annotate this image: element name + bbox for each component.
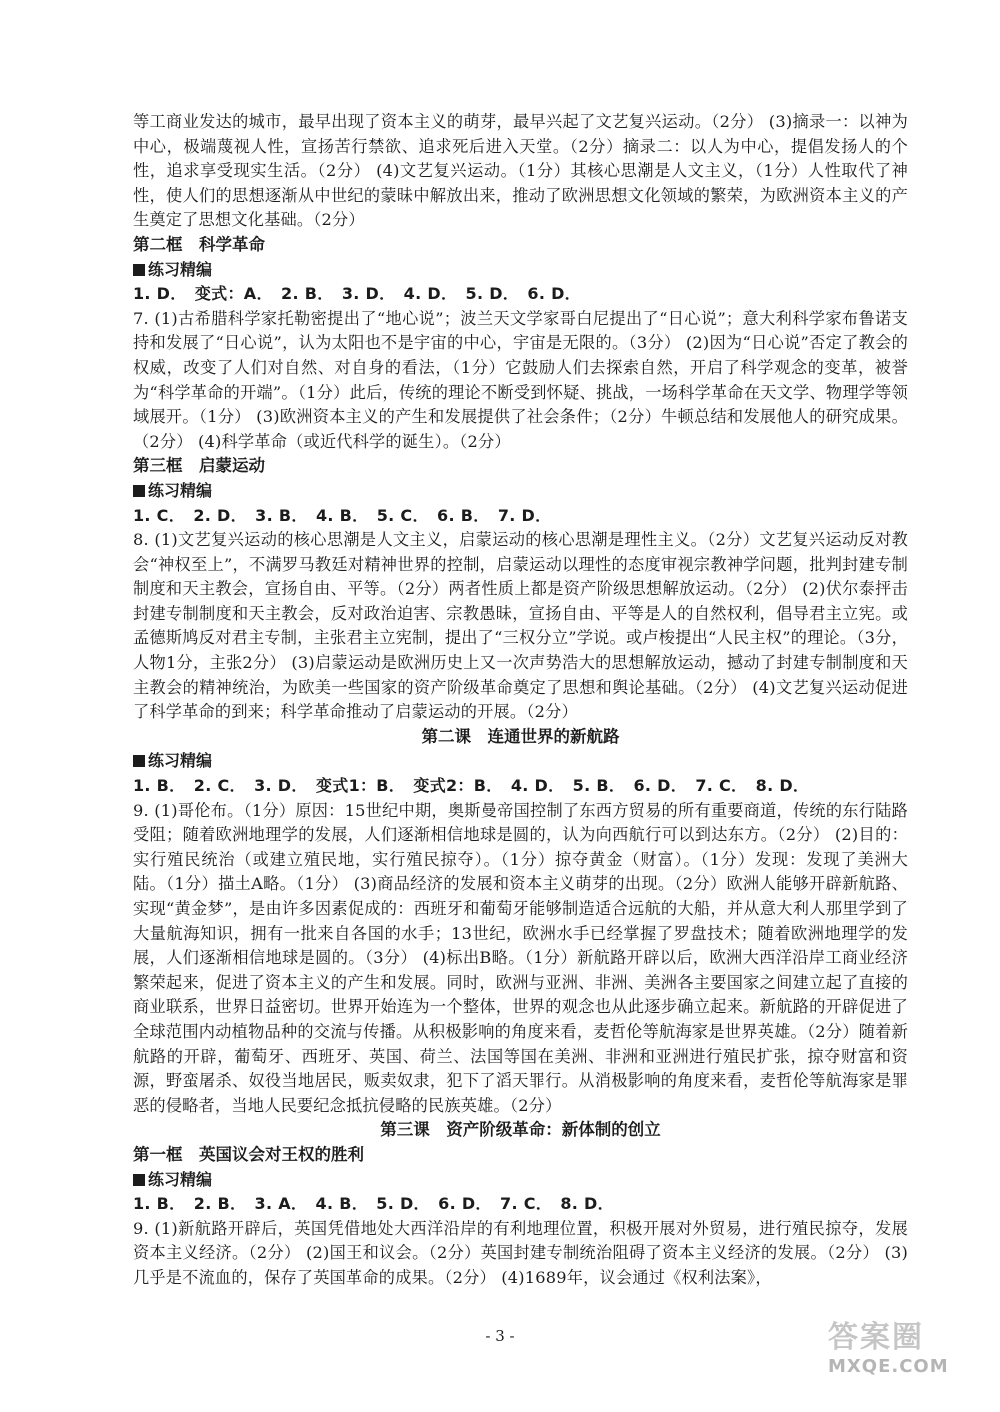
square-bullet-icon <box>133 264 145 276</box>
paragraph: 等工商业发达的城市，最早出现了资本主义的萌芽，最早兴起了文艺复兴运动。（2分） (3)摘录一：以神为中心，极端蔑视人性，宣扬苦行禁欲、追求死后进入天堂。（2分）摘录二：以人为中心，提倡发扬人的个性，追求享受现实生活。（2分） (4)文艺复兴运动。（1分）其核心思潮是人文主义，（1分）人性取代了神性，使人们的思想逐渐从中世纪的蒙昧中解放出来，推动了欧洲思想文化领域的繁荣，为欧洲资本主义的产生奠定了思想文化基础。（2分） <box>133 112 908 230</box>
section-heading: 第二框 科学革命 <box>133 234 265 254</box>
site-watermark <box>828 1312 978 1390</box>
page-number: - 3 - <box>485 1327 515 1345</box>
paragraph: 7. (1)古希腊科学家托勒密提出了“地心说”；波兰天文学家哥白尼提出了“日心说”；意大利科学家布鲁诺支持和发展了“日心说”，认为太阳也不是宇宙的中心，宇宙是无限的。（3分） (2)因为“日心说”否定了教会的权威，改变了人们对自然、对自身的看法，（1分）它鼓励人们去探索自然，开启了科学观念的变革，被誉为“科学革命的开端”。（1分）此后，传统的理论不断受到怀疑、挑战，一场科学革命在天文学、物理学等领域展开。（1分） (3)欧洲资本主义的产生和发展提供了社会条件；（2分）牛顿总结和发展他人的研究成果。（2分） (4)科学革命（或近代科学的诞生）。（2分） <box>133 308 908 451</box>
practice-heading: 练习精编 <box>133 479 908 504</box>
multiple-choice-answers: 1. B． 2. B． 3. A． 4. B． 5. D． 6. D． 7. C． 8. D． <box>133 1194 614 1214</box>
practice-heading: 练习精编 <box>133 258 908 283</box>
square-bullet-icon <box>133 485 145 497</box>
lesson-heading: 第二课 连通世界的新航路 <box>421 726 620 746</box>
multiple-choice-answers: 1. C． 2. D． 3. B． 4. B． 5. C． 6. B． 7. D． <box>133 505 552 525</box>
multiple-choice-answers: 1. B． 2. C． 3. D． 变式1：B． 变式2：B． 4. D． 5. B． 6. D． 7. C． 8. D． <box>133 776 810 796</box>
section-heading: 第一框 英国议会对王权的胜利 <box>133 1144 364 1164</box>
practice-heading: 练习精编 <box>133 1168 908 1193</box>
watermark-logo: 答案圈 <box>828 1320 924 1355</box>
square-bullet-icon <box>133 755 145 767</box>
lesson-heading: 第三课 资产阶级革命：新体制的创立 <box>380 1120 661 1140</box>
watermark-url: MXQE.COM <box>828 1356 949 1377</box>
paragraph: 9. (1)哥伦布。（1分）原因：15世纪中期，奥斯曼帝国控制了东西方贸易的所有重要商道，传统的东行陆路受阻；随着欧洲地理学的发展，人们逐渐相信地球是圆的，认为向西航行可以到达东方。（2分） (2)目的：实行殖民统治（或建立殖民地，实行殖民掠夺）。（1分）掠夺黄金（财富）。（1分）发现：发现了美洲大陆。（1分）描土A略。（1分） (3)商品经济的发展和资本主义萌芽的出现。（2分）欧洲人能够开辟新航路、实现“黄金梦”，是由许多因素促成的：西班牙和葡萄牙能够制造适合远航的大船，并从意大利人那里学到了大量航海知识，拥有一批来自各国的水手；13世纪，欧洲水手已经掌握了罗盘技术；随着欧洲地理学的发展，人们逐渐相信地球是圆的。（3分） (4)标出B略。（1分）新航路开辟以后，欧洲大西洋沿岸工商业经济繁荣起来，促进了资本主义的产生和发展。同时，欧洲与亚洲、非洲、美洲各主要国家之间建立起了直接的商业联系，世界日益密切。世界开始连为一个整体，世界的观念也从此逐步确立起来。新航路的开辟促进了全球范围内动植物品种的交流与传播。从积极影响的角度来看，麦哲伦等航海家是世界英雄。（2分）随着新航路的开辟，葡萄牙、西班牙、英国、荷兰、法国等国在美洲、非洲和亚洲进行殖民扩张，掠夺财富和资源，野蛮屠杀、奴役当地居民，贩卖奴隶，犯下了滔天罪行。从消极影响的角度来看，麦哲伦等航海家是罪恶的侵略者，当地人民要纪念抵抗侵略的民族英雄。（2分） <box>133 800 908 1115</box>
paragraph: 9. (1)新航路开辟后，英国凭借地处大西洋沿岸的有利地理位置，积极开展对外贸易，进行殖民掠夺，发展资本主义经济。（2分） (2)国王和议会。（2分）英国封建专制统治阻碍了资本主义经济的发展。（2分） (3)几乎是不流血的，保存了英国革命的成果。（2分） (4)1689年，议会通过《权利法案》， <box>133 1218 908 1287</box>
paragraph: 8. (1)文艺复兴运动的核心思潮是人文主义，启蒙运动的核心思潮是理性主义。（2分）文艺复兴运动反对教会“神权至上”，不满罗马教廷对精神世界的控制，启蒙运动以理性的态度审视宗教神学问题，批判封建专制制度和天主教会，宣扬自由、平等。（2分）两者性质上都是资产阶级思想解放运动。（2分） (2)伏尔泰抨击封建专制制度和天主教会，反对政治迫害、宗教愚昧，宣扬自由、平等是人的自然权利，倡导君主立宪。或孟德斯鸠反对君主专制，主张君主立宪制，提出了“三权分立”学说。或卢梭提出“人民主权”的理论。（3分，人物1分，主张2分） (3)启蒙运动是欧洲历史上又一次声势浩大的思想解放运动，撼动了封建专制制度和天主教会的精神统治，为欧美一些国家的资产阶级革命奠定了思想和舆论基础。（2分） (4)文艺复兴运动促进了科学革命的到来；科学革命推动了启蒙运动的开展。（2分） <box>133 530 908 722</box>
section-heading: 第三框 启蒙运动 <box>133 456 265 476</box>
multiple-choice-answers: 1. D． 变式：A． 2. B． 3. D． 4. D． 5. D． 6. D． <box>133 284 581 304</box>
answer-key-page <box>133 110 908 1291</box>
practice-heading: 练习精编 <box>133 749 908 774</box>
square-bullet-icon <box>133 1174 145 1186</box>
